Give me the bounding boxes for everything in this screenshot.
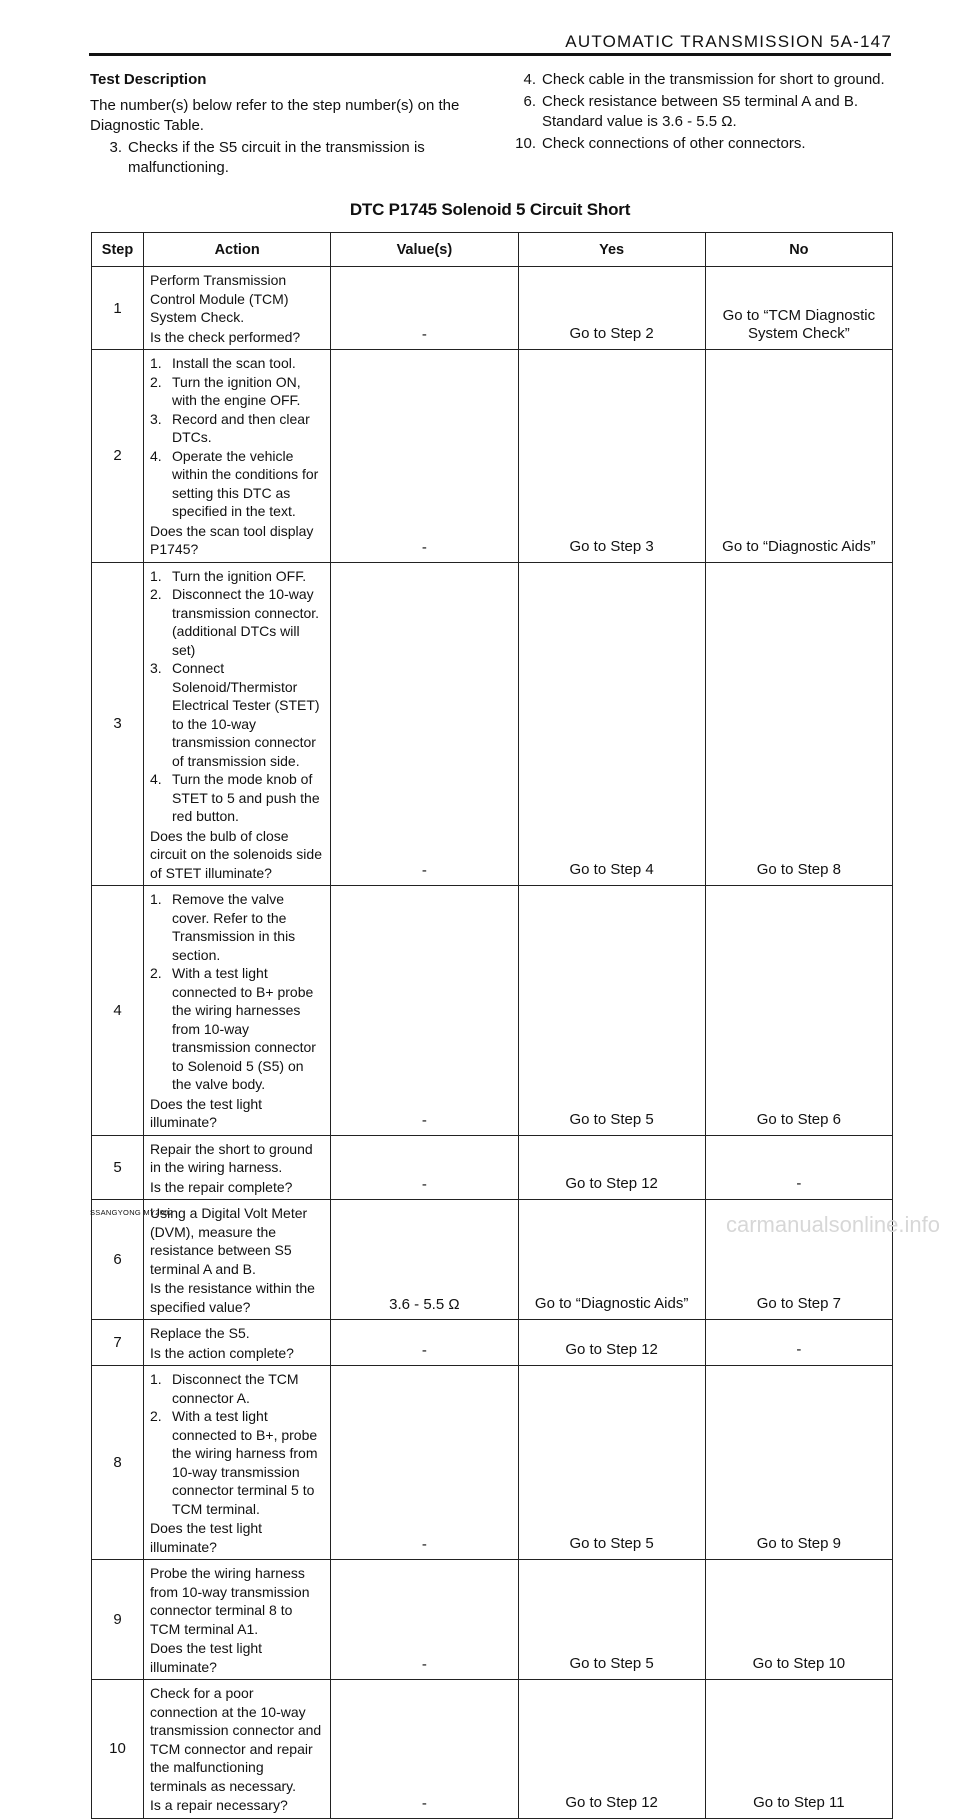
- step-number-cell: 3: [92, 562, 144, 886]
- intro-step-number: 3.: [109, 139, 122, 156]
- step-number-cell: 5: [92, 1135, 144, 1200]
- no-cell: Go to Step 7: [705, 1200, 892, 1320]
- value-cell: -: [331, 267, 518, 350]
- action-cell: [144, 1135, 331, 1200]
- action-step-text: Disconnect the 10-way transmission connector. (additional DTCs will set): [172, 586, 320, 658]
- action-step-text: Turn the ignition OFF.: [172, 567, 307, 584]
- action-step-item: [150, 447, 324, 521]
- no-cell: Go to Step 10: [705, 1560, 892, 1680]
- table-row: [92, 1560, 893, 1680]
- intro-step-item: [500, 70, 894, 90]
- value-cell: -: [331, 350, 518, 563]
- action-step-number: 2.: [150, 586, 162, 602]
- no-cell: -: [705, 1320, 892, 1366]
- action-question: Does the test light illuminate?: [150, 1520, 263, 1555]
- table-row: [92, 267, 893, 350]
- action-step-number: 1.: [150, 891, 162, 907]
- action-step-item: [150, 890, 324, 964]
- intro-step-text: Checks if the S5 circuit in the transmission is malfunctioning.: [128, 139, 425, 176]
- column-header-yes: Yes: [518, 233, 705, 267]
- action-cell: [144, 350, 331, 563]
- action-step-text: Record and then clear DTCs.: [172, 410, 310, 445]
- value-cell: -: [331, 562, 518, 886]
- value-cell: -: [331, 1320, 518, 1366]
- action-step-number: 4.: [150, 447, 162, 464]
- action-step-text: With a test light connected to B+ probe the wiring harnesses from 10-way transmission connector to Solenoid 5 (S5) on the valve body.: [172, 965, 316, 1092]
- step-number-cell: 9: [92, 1560, 144, 1680]
- intro-step-text: Check resistance between S5 terminal A and B. Standard value is 3.6 - 5.5 Ω.: [542, 93, 859, 130]
- action-step-text: Turn the mode knob of STET to 5 and push the red button.: [172, 771, 320, 824]
- intro-step-number: 10.: [515, 135, 536, 152]
- table-row: [92, 562, 893, 886]
- step-number-cell: 4: [92, 886, 144, 1136]
- step-number-cell: 7: [92, 1320, 144, 1366]
- no-cell: Go to Step 11: [705, 1680, 892, 1819]
- action-cell: [144, 1200, 331, 1320]
- action-text: Using a Digital Volt Meter (DVM), measure the resistance between S5 terminal A and B.: [150, 1205, 308, 1277]
- action-step-number: 2.: [150, 1408, 162, 1424]
- action-step-number: 1.: [150, 1371, 162, 1387]
- action-step-item: [150, 1370, 324, 1407]
- table-row: [92, 1680, 893, 1819]
- action-step-item: [150, 567, 324, 586]
- step-number-cell: 8: [92, 1366, 144, 1560]
- action-cell: [144, 1680, 331, 1819]
- table-row: [92, 350, 893, 563]
- action-question: Is the action complete?: [150, 1344, 294, 1361]
- action-step-text: Operate the vehicle within the conditions for setting this DTC as specified in the text.: [172, 447, 319, 519]
- table-header-row: [92, 233, 893, 267]
- action-step-item: [150, 1407, 324, 1518]
- yes-cell: Go to Step 5: [518, 886, 705, 1136]
- action-step-text: Remove the valve cover. Refer to the Transmission in this section.: [172, 891, 296, 963]
- action-question: Is a repair necessary?: [150, 1797, 288, 1813]
- intro-step-number: 6.: [523, 93, 536, 110]
- table-row: [92, 1320, 893, 1366]
- action-question: Does the test light illuminate?: [150, 1640, 263, 1675]
- intro-step-item: [500, 92, 894, 132]
- intro-step-item: [90, 138, 480, 178]
- footer-text: SSANGYONG MY2002: [90, 1208, 174, 1217]
- step-number-cell: 6: [92, 1200, 144, 1320]
- action-step-number: 2.: [150, 965, 162, 981]
- action-step-number: 2.: [150, 373, 162, 390]
- intro-step-number: 4.: [523, 71, 536, 88]
- column-header-values: Value(s): [331, 233, 518, 267]
- action-step-item: [150, 659, 324, 770]
- action-step-item: [150, 354, 324, 373]
- table-row: [92, 886, 893, 1136]
- action-step-text: Turn the ignition ON, with the engine OFF.: [172, 373, 301, 408]
- action-text: Perform Transmission Control Module (TCM) System Check.: [150, 272, 289, 325]
- action-question: Does the test light illuminate?: [150, 1095, 263, 1130]
- table-title: DTC P1745 Solenoid 5 Circuit Short: [349, 200, 631, 219]
- intro-left-column: [90, 70, 480, 178]
- action-cell: [144, 267, 331, 350]
- page-header-title: AUTOMATIC TRANSMISSION 5A-147: [565, 32, 892, 51]
- action-step-number: 3.: [150, 660, 162, 676]
- no-cell: Go to Step 6: [705, 886, 892, 1136]
- yes-cell: Go to Step 12: [518, 1135, 705, 1200]
- action-text: Repair the short to ground in the wiring harness.: [150, 1140, 313, 1175]
- action-question: Is the repair complete?: [150, 1178, 293, 1195]
- yes-cell: Go to “Diagnostic Aids”: [518, 1200, 705, 1320]
- action-step-number: 1.: [150, 355, 162, 371]
- step-number-cell: 1: [92, 267, 144, 350]
- action-step-item: [150, 585, 324, 659]
- action-step-text: Connect Solenoid/Thermistor Electrical Tester (STET) to the 10-way transmission connector of transmission side.: [172, 660, 320, 769]
- action-cell: [144, 1560, 331, 1680]
- action-step-item: [150, 770, 324, 826]
- action-text: Probe the wiring harness from 10-way transmission connector terminal 8 to TCM terminal A1.: [150, 1565, 310, 1637]
- action-text: Check for a poor connection at the 10-way transmission connector and TCM connector and repair the malfunctioning terminals as necessary.: [150, 1685, 322, 1794]
- value-cell: 3.6 - 5.5 Ω: [331, 1200, 518, 1320]
- intro-step-text: Check cable in the transmission for short to ground.: [542, 71, 885, 88]
- intro-step-text: Check connections of other connectors.: [542, 135, 806, 152]
- diagnostic-table: [91, 232, 893, 1819]
- step-number-cell: 2: [92, 350, 144, 563]
- action-step-number: 3.: [150, 410, 162, 427]
- action-question: Is the resistance within the specified value?: [150, 1280, 315, 1315]
- action-step-item: [150, 373, 324, 410]
- action-step-text: With a test light connected to B+, probe the wiring harness from 10-way transmission connector terminal 5 to TCM terminal.: [172, 1408, 318, 1517]
- table-row: [92, 1366, 893, 1560]
- no-cell: Go to Step 9: [705, 1366, 892, 1560]
- action-text: Replace the S5.: [150, 1325, 250, 1341]
- action-step-number: 4.: [150, 771, 162, 787]
- action-question: Does the bulb of close circuit on the solenoids side of STET illuminate?: [150, 827, 322, 881]
- no-cell: Go to “TCM Diagnostic System Check”: [705, 267, 892, 350]
- action-question: Does the scan tool display P1745?: [150, 522, 314, 557]
- value-cell: -: [331, 1680, 518, 1819]
- action-step-item: [150, 964, 324, 1094]
- action-question: Is the check performed?: [150, 328, 301, 345]
- action-step-item: [150, 410, 324, 447]
- value-cell: -: [331, 886, 518, 1136]
- action-cell: [144, 1320, 331, 1366]
- column-header-no: No: [705, 233, 892, 267]
- intro-step-item: [500, 134, 894, 154]
- header-rule: [89, 53, 891, 56]
- test-description-paragraph: The number(s) below refer to the step number(s) on the Diagnostic Table.: [90, 97, 460, 134]
- test-description-heading: Test Description: [90, 71, 207, 88]
- yes-cell: Go to Step 12: [518, 1320, 705, 1366]
- no-cell: Go to Step 8: [705, 562, 892, 886]
- column-header-step: Step: [92, 233, 144, 267]
- watermark-text: carmanualsonline.info: [725, 1212, 940, 1237]
- yes-cell: Go to Step 2: [518, 267, 705, 350]
- action-step-text: Disconnect the TCM connector A.: [172, 1371, 299, 1406]
- value-cell: -: [331, 1366, 518, 1560]
- action-step-number: 1.: [150, 567, 162, 584]
- action-cell: [144, 562, 331, 886]
- yes-cell: Go to Step 5: [518, 1366, 705, 1560]
- action-cell: [144, 1366, 331, 1560]
- action-step-text: Install the scan tool.: [172, 355, 296, 371]
- value-cell: -: [331, 1135, 518, 1200]
- yes-cell: Go to Step 5: [518, 1560, 705, 1680]
- yes-cell: Go to Step 3: [518, 350, 705, 563]
- step-number-cell: 10: [92, 1680, 144, 1819]
- table-row: [92, 1135, 893, 1200]
- yes-cell: Go to Step 4: [518, 562, 705, 886]
- action-cell: [144, 886, 331, 1136]
- intro-right-column: [500, 70, 894, 156]
- column-header-action: Action: [144, 233, 331, 267]
- no-cell: Go to “Diagnostic Aids”: [705, 350, 892, 563]
- no-cell: -: [705, 1135, 892, 1200]
- yes-cell: Go to Step 12: [518, 1680, 705, 1819]
- value-cell: -: [331, 1560, 518, 1680]
